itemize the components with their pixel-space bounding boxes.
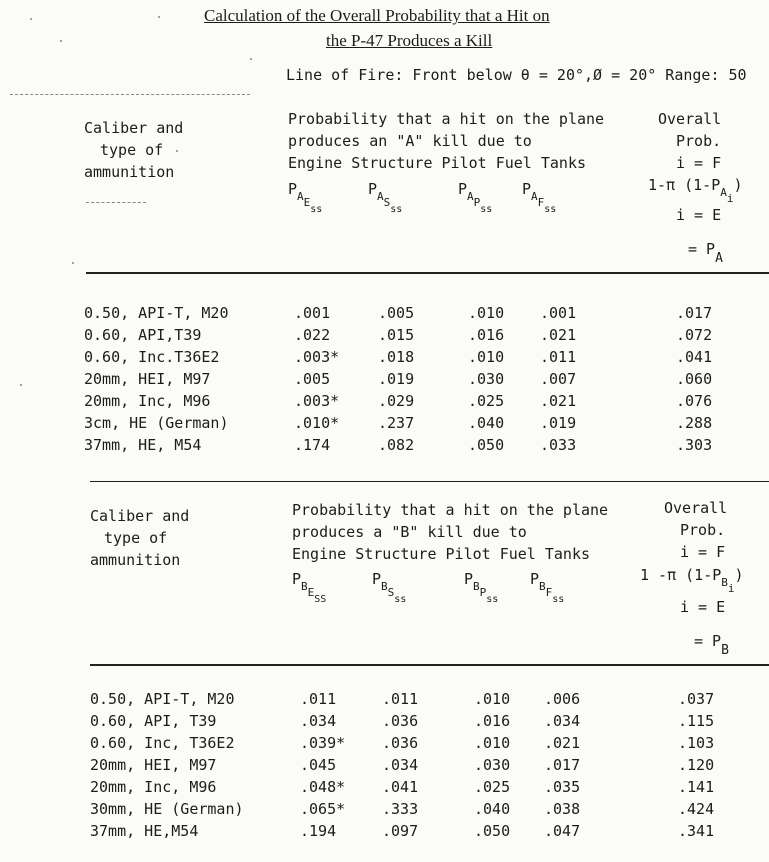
- cell-fuel: .021: [540, 326, 577, 344]
- table-b-overall-5: i = E: [680, 598, 726, 616]
- cell-fuel: .047: [544, 822, 581, 840]
- cell-overall: .076: [676, 392, 713, 410]
- table-a-overall-formula: [648, 176, 743, 205]
- sym-sub3: ss: [390, 204, 403, 215]
- cell-overall: .303: [676, 436, 713, 454]
- sym-sub2: P: [479, 586, 487, 599]
- table-row: [0, 800, 769, 822]
- scan-speck: [60, 40, 62, 42]
- cell-engine: .011: [300, 690, 337, 708]
- cell-engine: .034: [300, 712, 337, 730]
- cell-caliber: 37mm, HE,M54: [90, 822, 199, 840]
- sym-sub2: S: [383, 196, 391, 209]
- cell-fuel: .006: [544, 690, 581, 708]
- sym-sub3: ss: [310, 204, 323, 215]
- table-row: [0, 734, 769, 756]
- cell-engine: .194: [300, 822, 337, 840]
- result-sub: A: [715, 251, 723, 266]
- table-row: [0, 436, 769, 458]
- sym-sub2: S: [387, 586, 395, 599]
- cell-structure: .018: [378, 348, 415, 366]
- cell-pilot: .010: [468, 304, 505, 322]
- table-row: [0, 756, 769, 778]
- sym-base: P: [368, 180, 378, 198]
- scan-speck: [72, 262, 74, 264]
- formula-sub-i: i: [726, 192, 734, 205]
- cell-overall: .072: [676, 326, 713, 344]
- sym-sub2: E: [303, 196, 311, 209]
- scan-speck: [158, 16, 160, 18]
- table-b-overall-1: Overall: [664, 499, 728, 517]
- table-row: [0, 348, 769, 370]
- sym-sub2: F: [545, 586, 553, 599]
- cell-overall: .341: [678, 822, 715, 840]
- cell-structure: .082: [378, 436, 415, 454]
- table-b-overall-3: i = F: [680, 543, 726, 561]
- cell-caliber: 30mm, HE (German): [90, 800, 244, 818]
- cell-caliber: 20mm, Inc, M96: [90, 778, 217, 796]
- result-sub: B: [721, 643, 729, 658]
- cell-caliber: 20mm, HEI, M97: [84, 370, 211, 388]
- cell-fuel: .017: [544, 756, 581, 774]
- table-a-overall-result: [688, 240, 723, 266]
- sym-sub2: P: [473, 196, 481, 209]
- sym-sub2: F: [537, 196, 545, 209]
- page-title-line-1: Calculation of the Overall Probability that a Hit on: [204, 6, 550, 25]
- formula-close-paren: ): [734, 566, 744, 584]
- scan-speck: [30, 18, 32, 20]
- table-b-overall-2: Prob.: [680, 521, 726, 539]
- cell-pilot: .050: [474, 822, 511, 840]
- scan-noise-line: [86, 202, 146, 203]
- table-row: [0, 326, 769, 348]
- table-b-sym-pilot: [464, 570, 499, 605]
- sym-sub3: ss: [544, 204, 557, 215]
- cell-engine: .039*: [300, 734, 346, 752]
- page-title-line-2: the P-47 Produces a Kill: [326, 31, 493, 50]
- cell-engine: .065*: [300, 800, 346, 818]
- cell-pilot: .010: [474, 734, 511, 752]
- cell-pilot: .016: [468, 326, 505, 344]
- table-a-caliber-header-2: type of: [100, 141, 164, 159]
- result-text: = P: [694, 632, 722, 650]
- cell-pilot: .050: [468, 436, 505, 454]
- formula-sub: A: [720, 186, 727, 199]
- sym-base: P: [292, 570, 302, 588]
- cell-pilot: .025: [468, 392, 505, 410]
- cell-pilot: .040: [468, 414, 505, 432]
- cell-caliber: 3cm, HE (German): [84, 414, 229, 432]
- table-b-sym-structure: [372, 570, 407, 605]
- sym-sub1: B: [539, 580, 546, 593]
- cell-overall: .103: [678, 734, 715, 752]
- table-row: [0, 392, 769, 414]
- table-b-component-labels: Engine Structure Pilot Fuel Tanks: [292, 545, 591, 563]
- sym-sub1: B: [473, 580, 480, 593]
- table-a-prob-line-2: produces an "A" kill due to: [288, 132, 532, 150]
- cell-overall: .037: [678, 690, 715, 708]
- cell-caliber: 0.50, API-T, M20: [90, 690, 235, 708]
- cell-caliber: 37mm, HE, M54: [84, 436, 202, 454]
- cell-overall: .424: [678, 800, 715, 818]
- sym-sub3: ss: [552, 594, 565, 605]
- cell-engine: .010*: [294, 414, 340, 432]
- table-a-overall-5: i = E: [676, 206, 722, 224]
- formula-sub: B: [721, 576, 728, 589]
- cell-pilot: .025: [474, 778, 511, 796]
- table-a-component-labels: Engine Structure Pilot Fuel Tanks: [288, 154, 587, 172]
- table-row: [0, 414, 769, 436]
- cell-engine: .003*: [294, 392, 340, 410]
- table-a-sym-fuel: [522, 180, 557, 215]
- cell-overall: .060: [676, 370, 713, 388]
- formula-close-paren: ): [733, 176, 743, 194]
- table-b-caliber-header-3: ammunition: [90, 551, 181, 569]
- table-a-sym-structure: [368, 180, 403, 215]
- cell-structure: .019: [378, 370, 415, 388]
- table-row: [0, 712, 769, 734]
- cell-fuel: .035: [544, 778, 581, 796]
- cell-overall: .288: [676, 414, 713, 432]
- cell-caliber: 0.60, API, T39: [90, 712, 217, 730]
- cell-structure: .036: [382, 712, 419, 730]
- cell-fuel: .021: [544, 734, 581, 752]
- sym-sub1: A: [297, 190, 304, 203]
- scan-speck: [250, 58, 252, 60]
- cell-caliber: 20mm, Inc, M96: [84, 392, 211, 410]
- table-b-prob-line-1: Probability that a hit on the plane: [292, 501, 609, 519]
- cell-overall: .120: [678, 756, 715, 774]
- cell-fuel: .001: [540, 304, 577, 322]
- formula-sub-i: i: [727, 582, 735, 595]
- sym-base: P: [530, 570, 540, 588]
- cell-overall: .017: [676, 304, 713, 322]
- cell-structure: .097: [382, 822, 419, 840]
- sym-sub2: E: [307, 586, 315, 599]
- table-b-prob-line-2: produces a "B" kill due to: [292, 523, 527, 541]
- cell-engine: .174: [294, 436, 331, 454]
- sym-sub3: SS: [314, 594, 327, 605]
- table-a-sym-pilot: [458, 180, 493, 215]
- table-a-prob-line-1: Probability that a hit on the plane: [288, 110, 605, 128]
- scan-speck: [176, 150, 178, 152]
- table-a-sym-engine: [288, 180, 323, 215]
- sym-base: P: [458, 180, 468, 198]
- table-a-overall-2: Prob.: [676, 132, 722, 150]
- sym-sub3: ss: [486, 594, 499, 605]
- table-a-overall-3: i = F: [676, 154, 722, 172]
- cell-structure: .005: [378, 304, 415, 322]
- table-b-caliber-header-2: type of: [104, 529, 168, 547]
- cell-pilot: .010: [474, 690, 511, 708]
- table-row: [0, 304, 769, 326]
- sym-sub1: A: [531, 190, 538, 203]
- line-of-fire: Line of Fire: Front below θ = 20°,Ø = 20° Range: 50: [286, 66, 747, 84]
- table-a-footer-rule: [90, 481, 769, 482]
- table-b-sym-fuel: [530, 570, 565, 605]
- table-a-caliber-header-1: Caliber and: [84, 119, 184, 137]
- cell-engine: .003*: [294, 348, 340, 366]
- sym-sub3: ss: [480, 204, 493, 215]
- table-row: [0, 690, 769, 712]
- cell-caliber: 0.60, Inc, T36E2: [90, 734, 235, 752]
- table-b-header-rule: [90, 664, 769, 666]
- result-text: = P: [688, 240, 716, 258]
- cell-pilot: .030: [474, 756, 511, 774]
- sym-sub1: A: [467, 190, 474, 203]
- cell-engine: .048*: [300, 778, 346, 796]
- cell-pilot: .016: [474, 712, 511, 730]
- sym-base: P: [288, 180, 298, 198]
- cell-engine: .045: [300, 756, 337, 774]
- sym-base: P: [464, 570, 474, 588]
- table-a-overall-1: Overall: [658, 110, 722, 128]
- sym-sub1: B: [301, 580, 308, 593]
- table-a-caliber-header-3: ammunition: [84, 163, 175, 181]
- table-b-caliber-header-1: Caliber and: [90, 507, 190, 525]
- cell-overall: .115: [678, 712, 715, 730]
- cell-pilot: .030: [468, 370, 505, 388]
- cell-overall: .141: [678, 778, 715, 796]
- cell-caliber: 0.60, API,T39: [84, 326, 202, 344]
- sym-base: P: [372, 570, 382, 588]
- cell-engine: .022: [294, 326, 331, 344]
- formula-text: 1 -π (1-P: [640, 566, 722, 584]
- scan-noise-line: [10, 94, 250, 95]
- cell-engine: .005: [294, 370, 331, 388]
- table-b-sym-engine: [292, 570, 327, 605]
- cell-fuel: .021: [540, 392, 577, 410]
- cell-structure: .237: [378, 414, 415, 432]
- cell-structure: .036: [382, 734, 419, 752]
- cell-structure: .333: [382, 800, 419, 818]
- cell-pilot: .040: [474, 800, 511, 818]
- cell-fuel: .038: [544, 800, 581, 818]
- table-a-header-rule: [86, 272, 769, 274]
- cell-caliber: 0.50, API-T, M20: [84, 304, 229, 322]
- cell-fuel: .011: [540, 348, 577, 366]
- cell-structure: .041: [382, 778, 419, 796]
- cell-structure: .015: [378, 326, 415, 344]
- cell-structure: .011: [382, 690, 419, 708]
- cell-structure: .029: [378, 392, 415, 410]
- cell-fuel: .033: [540, 436, 577, 454]
- cell-caliber: 20mm, HEI, M97: [90, 756, 217, 774]
- cell-overall: .041: [676, 348, 713, 366]
- table-row: [0, 778, 769, 800]
- cell-caliber: 0.60, Inc.T36E2: [84, 348, 220, 366]
- cell-fuel: .034: [544, 712, 581, 730]
- cell-fuel: .019: [540, 414, 577, 432]
- sym-sub3: ss: [394, 594, 407, 605]
- cell-engine: .001: [294, 304, 331, 322]
- sym-sub1: A: [377, 190, 384, 203]
- cell-pilot: .010: [468, 348, 505, 366]
- table-row: [0, 370, 769, 392]
- cell-fuel: .007: [540, 370, 577, 388]
- sym-base: P: [522, 180, 532, 198]
- cell-structure: .034: [382, 756, 419, 774]
- table-row: [0, 822, 769, 844]
- table-b-overall-result: [694, 632, 729, 658]
- sym-sub1: B: [381, 580, 388, 593]
- table-b-overall-formula: [640, 566, 744, 595]
- formula-text: 1-π (1-P: [648, 176, 721, 194]
